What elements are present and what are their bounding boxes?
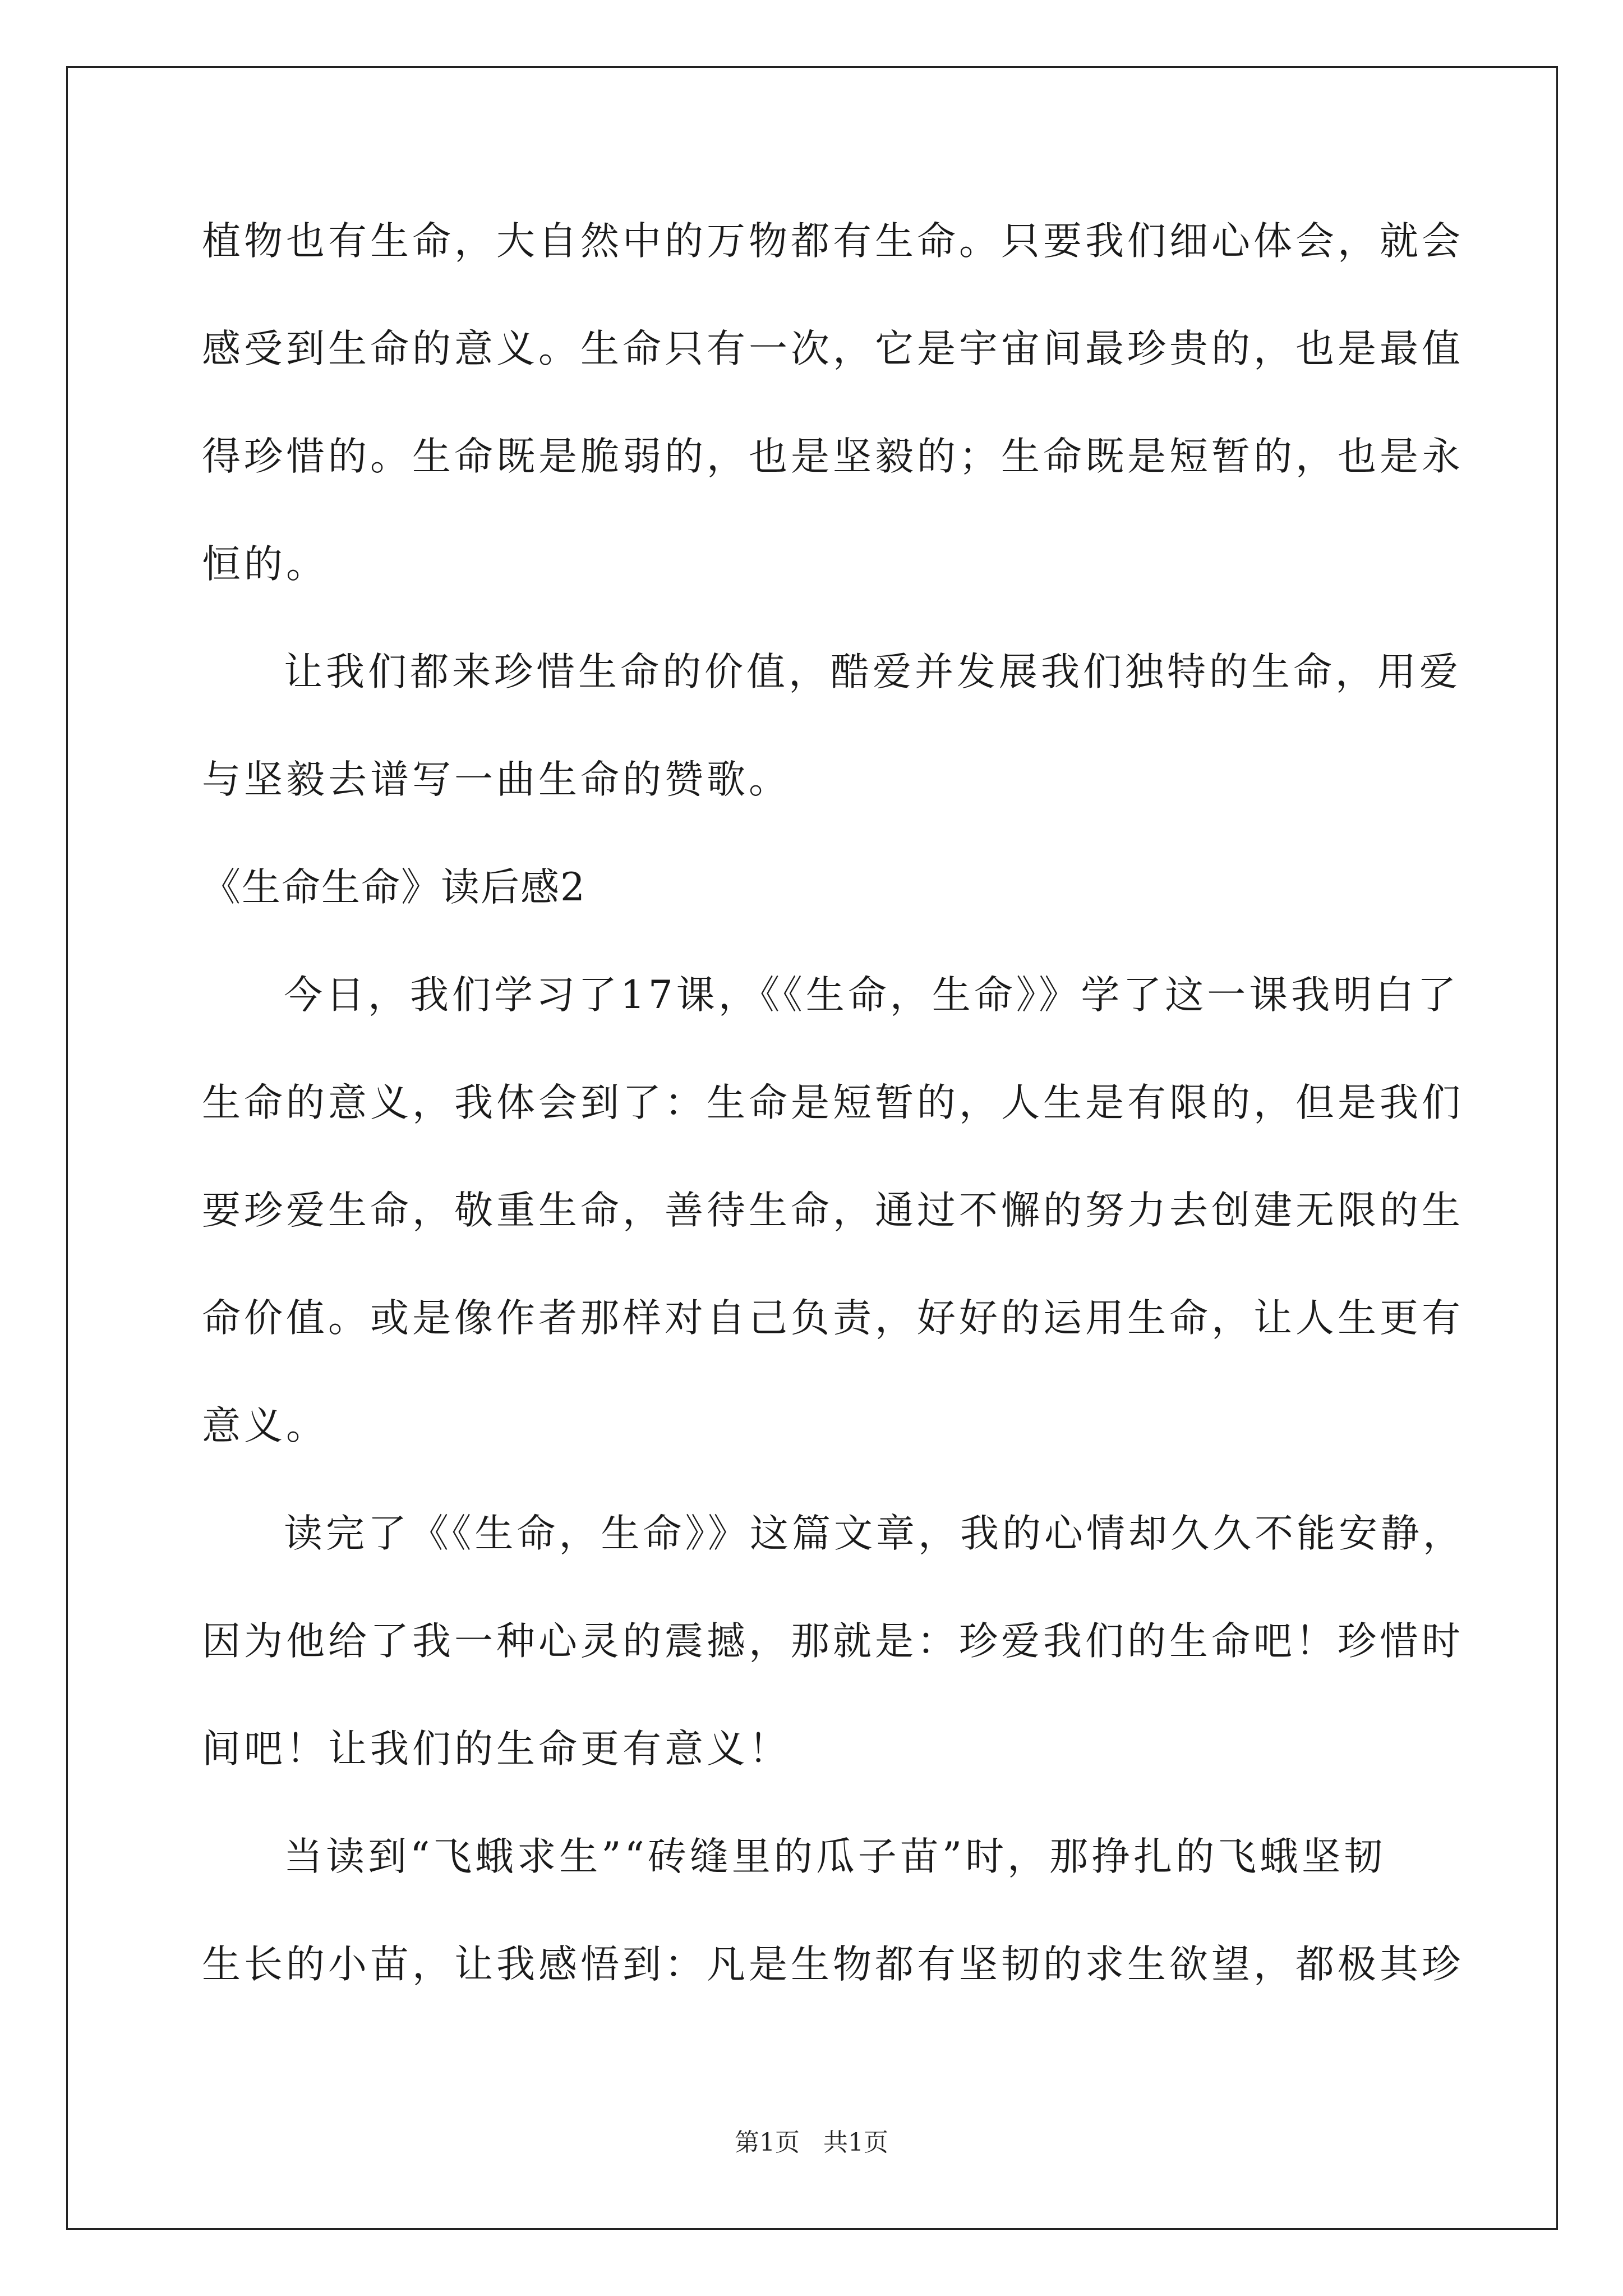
page-number-footer: 第1页 共1页 [735, 2128, 888, 2157]
text-line: 得珍惜的。生命既是脆弱的，也是坚毅的；生命既是短暂的，也是永 [202, 434, 1464, 479]
section-heading: 《生命生命》读后感2 [202, 865, 586, 910]
text-line: 要珍爱生命，敬重生命，善待生命，通过不懈的努力去创建无限的生 [202, 1188, 1464, 1233]
paragraph [202, 1834, 1464, 1987]
text-line: 生长的小苗，让我感悟到：凡是生物都有坚韧的求生欲望，都极其珍 [202, 1942, 1464, 1987]
text-line: 命价值。或是像作者那样对自己负责，好好的运用生命，让人生更有 [202, 1296, 1464, 1341]
paragraph [202, 650, 1461, 802]
text-line: 感受到生命的意义。生命只有一次，它是宇宙间最珍贵的，也是最值 [202, 326, 1464, 371]
text-line: 读完了《《生命，生命》》这篇文章，我的心情却久久不能安静， [284, 1511, 1465, 1556]
text-line: 今日，我们学习了17课，《《生命，生命》》学了这一课我明白了 [284, 973, 1460, 1018]
text-line: 意义。 [202, 1404, 328, 1448]
paragraph [202, 1511, 1465, 1772]
text-line: 恒的。 [202, 542, 328, 587]
document-body [202, 219, 1465, 1987]
text-line: 间吧！让我们的生命更有意义！ [202, 1727, 791, 1772]
text-line: 让我们都来珍惜生命的价值，酷爱并发展我们独特的生命，用爱 [284, 650, 1461, 694]
text-line: 植物也有生命，大自然中的万物都有生命。只要我们细心体会，就会 [202, 219, 1464, 264]
text-line: 生命的意义，我体会到了：生命是短暂的，人生是有限的，但是我们 [202, 1080, 1464, 1125]
text-line: 因为他给了我一种心灵的震撼，那就是：珍爱我们的生命吧！珍惜时 [202, 1619, 1464, 1664]
paragraph [202, 973, 1464, 1448]
text-line: 与坚毅去谱写一曲生命的赞歌。 [202, 757, 791, 802]
text-line: 当读到“飞蛾求生”“砖缝里的瓜子苗”时，那挣扎的飞蛾坚韧 [284, 1834, 1386, 1879]
paragraph [202, 219, 1464, 587]
